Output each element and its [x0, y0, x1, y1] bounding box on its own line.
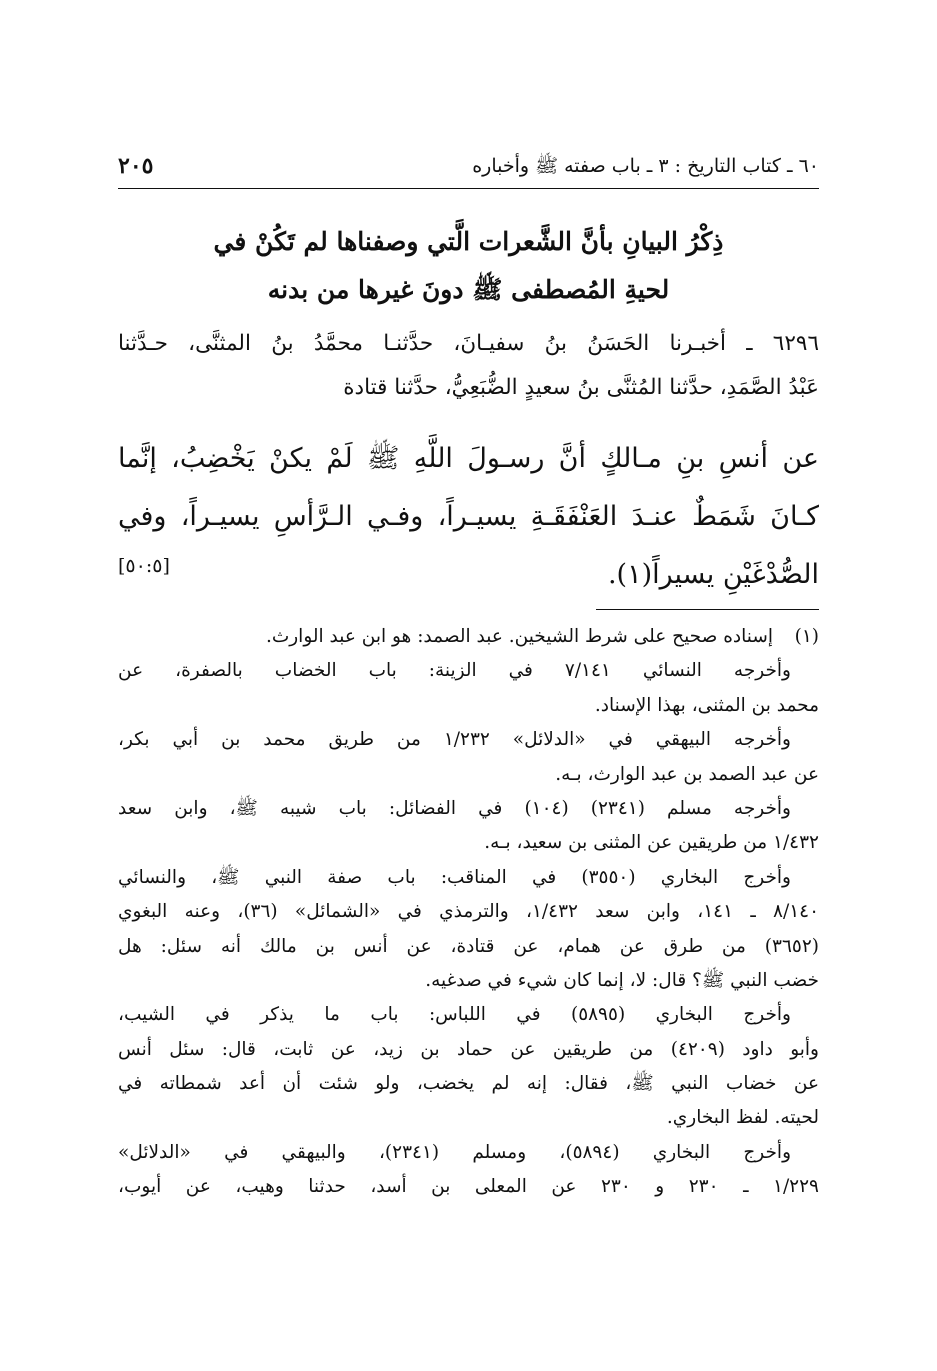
footnote-line: عن خضاب النبي ﷺ، فقال: إنه لم يخضب، ولو شئت أن أعد شمطاته في — [118, 1073, 819, 1095]
running-head — [118, 146, 819, 186]
hadith-line: كـانَ شَمَطٌ عنـدَ العَنْفَقَـةِ يسيـراً، وفـي الـرَّأسِ يسيـراً، وفي — [118, 501, 819, 532]
footnote-line: لحيته. لفظ البخاري. — [666, 1107, 819, 1129]
footnote-line: ٨/١٤٠ ـ ١٤١، وابن سعد ١/٤٣٢، والترمذي في «الشمائل» (٣٦)، وعنه البغوي — [118, 901, 820, 923]
footnote-line: محمد بن المثنى، بهذا الإسناد. — [594, 694, 819, 716]
footnote-line: وأخرجه مسلم (٢٣٤١) (١٠٤) في الفضائل: باب شيبه ﷺ، وابن سعد — [118, 797, 791, 819]
running-head-title: ٦٠ ـ كتاب التاريخ : ٣ ـ باب صفته ﷺ وأخباره — [472, 155, 819, 177]
footnote-divider — [596, 609, 819, 610]
footnote-line — [118, 620, 819, 654]
footnote-line: وأخرجه النسائي ٧/١٤١ في الزينة: باب الخضاب بالصفرة، عن — [118, 660, 791, 682]
heading-line: ذِكْرُ البيانِ بأنَّ الشَّعرات الَّتي وصفناها لم تَكُنْ في — [213, 227, 724, 256]
hadith-reference: [٥٠:٥] — [118, 555, 170, 577]
footnote-line: ١/٤٣٢ من طريقين عن المثنى بن سعيد، بـه. — [484, 832, 819, 854]
footnotes — [118, 620, 819, 1205]
isnad-chain — [118, 322, 819, 410]
footnote-line: وأخرج البخاري (٣٥٥٠) في المناقب: باب صفة النبي ﷺ، والنسائي — [118, 866, 791, 888]
heading-line: لحيةِ المُصطفى ﷺ دونَ غيرها من بدنه — [267, 275, 670, 304]
hadith-line: عن أنسِ بنِ مـالكٍ أنَّ رسـولَ اللَّهِ ﷺ لَمْ يكنْ يَخْضِبُ، إنَّما — [118, 443, 819, 474]
footnote-line: وأخرج البخاري (٥٨٩٥) في اللباس: باب ما يذكر في الشيب، — [118, 1004, 791, 1026]
footnote-line: وأبو داود (٤٢٠٩) من طريقين عن حماد بن زيد، عن ثابت، قال: سئل أنس — [118, 1038, 819, 1060]
footnote-line: ١/٢٢٩ ـ ٢٣٠ و ٢٣٠ عن المعلى بن أسد، حدثنا وهيب، عن أيوب، — [118, 1176, 819, 1198]
footnote-line: عن عبد الصمد بن عبد الوارث، بـه. — [555, 763, 819, 785]
footnote-marker: (١) — [794, 626, 819, 647]
footnote-text: إسناده صحيح على شرط الشيخين. عبد الصمد: هو ابن عبد الوارث. — [265, 626, 773, 647]
footnote-line: وأخرج البخاري (٥٨٩٤)، ومسلم (٢٣٤١)، والبيهقي في «الدلائل» — [118, 1141, 791, 1163]
footnote-line: وأخرجه البيهقي في «الدلائل» ١/٢٣٢ من طريق محمد بن أبي بكر، — [118, 729, 791, 751]
chapter-heading — [118, 218, 819, 314]
footnote-line: (٣٦٥٢) من طرق عن همام، عن قتادة، عن أنس بن مالك أنه سئل: هل — [118, 935, 819, 957]
hadith-text — [118, 430, 819, 604]
header-divider — [118, 188, 819, 189]
hadith-line: الصُّدْغَيْنِ يسيراً(١). — [607, 559, 819, 590]
isnad-line: ٦٢٩٦ ـ أخبـرنا الحَسَنُ بنُ سفيـانَ، حدَّثنـا محمَّدُ بنُ المثنَّى، حـدَّثنا — [118, 331, 819, 356]
footnote-line: خضب النبي ﷺ؟ قال: لا، إنما كان شيء في صدغيه. — [425, 969, 819, 991]
page-number: ٢٠٥ — [118, 153, 154, 179]
isnad-line: عَبْدُ الصَّمَدِ، حدَّثنا المُثنَّى بنُ سعيدٍ الضُّبَعِيُّ، حدَّثنا قتادة — [343, 375, 819, 400]
